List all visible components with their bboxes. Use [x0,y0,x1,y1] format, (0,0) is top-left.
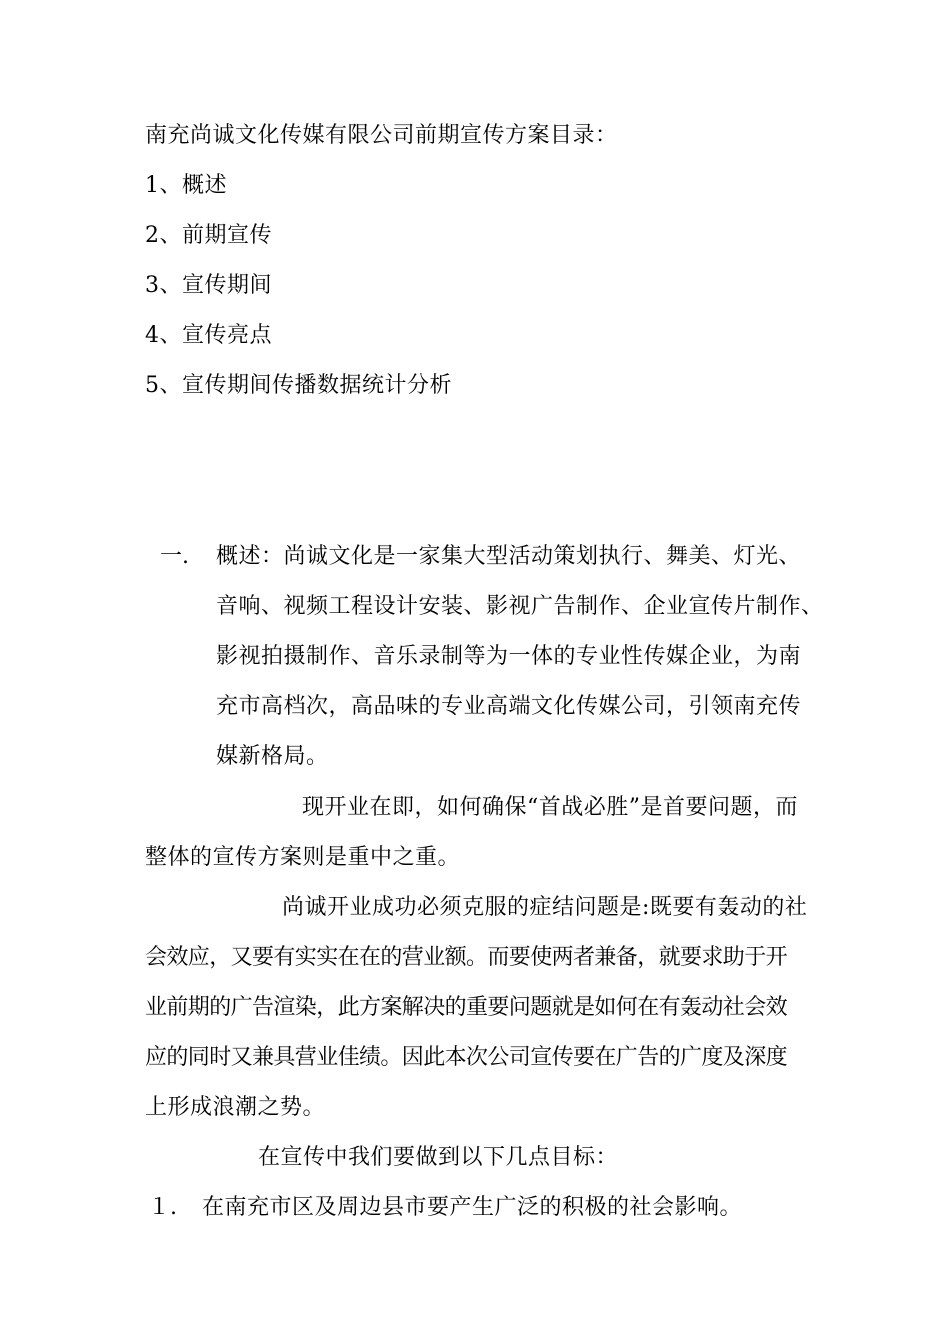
toc-item: 4、宣传亮点 [145,323,272,348]
section-paragraph-line: 影视拍摄制作、音乐录制等为一体的专业性传媒企业，为南 [216,644,802,669]
goal-number: １. [148,1195,177,1220]
paragraph-line: 现开业在即，如何确保“首战必胜”是首要问题，而 [302,795,798,820]
paragraph-line: 业前期的广告渲染，此方案解决的重要问题就是如何在有轰动社会效 [145,995,788,1020]
paragraph-line: 应的同时又兼具营业佳绩。因此本次公司宣传要在广告的广度及深度 [145,1045,788,1070]
paragraph-line: 上形成浪潮之势。 [145,1095,326,1120]
goal-text: 在南充市区及周边县市要产生广泛的积极的社会影响。 [202,1195,743,1220]
goals-intro: 在宣传中我们要做到以下几点目标： [258,1145,619,1170]
paragraph-line: 整体的宣传方案则是重中之重。 [145,845,461,870]
paragraph-line: 尚诚开业成功必须克服的症结问题是:既要有轰动的社 [282,895,808,920]
toc-item: 1、概述 [145,173,227,198]
section-paragraph-line: 音响、视频工程设计安装、影视广告制作、企业宣传片制作、 [216,594,824,619]
section-number: 一. [160,544,189,569]
toc-item: 2、前期宣传 [145,223,272,248]
section-paragraph-line: 媒新格局。 [216,744,329,769]
toc-title: 南充尚诚文化传媒有限公司前期宣传方案目录： [145,123,618,148]
paragraph-line: 会效应，又要有实实在在的营业额。而要使两者兼备，就要求助于开 [145,945,788,970]
section-paragraph-line: 充市高档次，高品味的专业高端文化传媒公司，引领南充传 [216,694,802,719]
toc-item: 3、宣传期间 [145,273,272,298]
toc-item: 5、宣传期间传播数据统计分析 [145,373,452,398]
section-paragraph-line: 概述：尚诚文化是一家集大型活动策划执行、舞美、灯光、 [216,544,802,569]
